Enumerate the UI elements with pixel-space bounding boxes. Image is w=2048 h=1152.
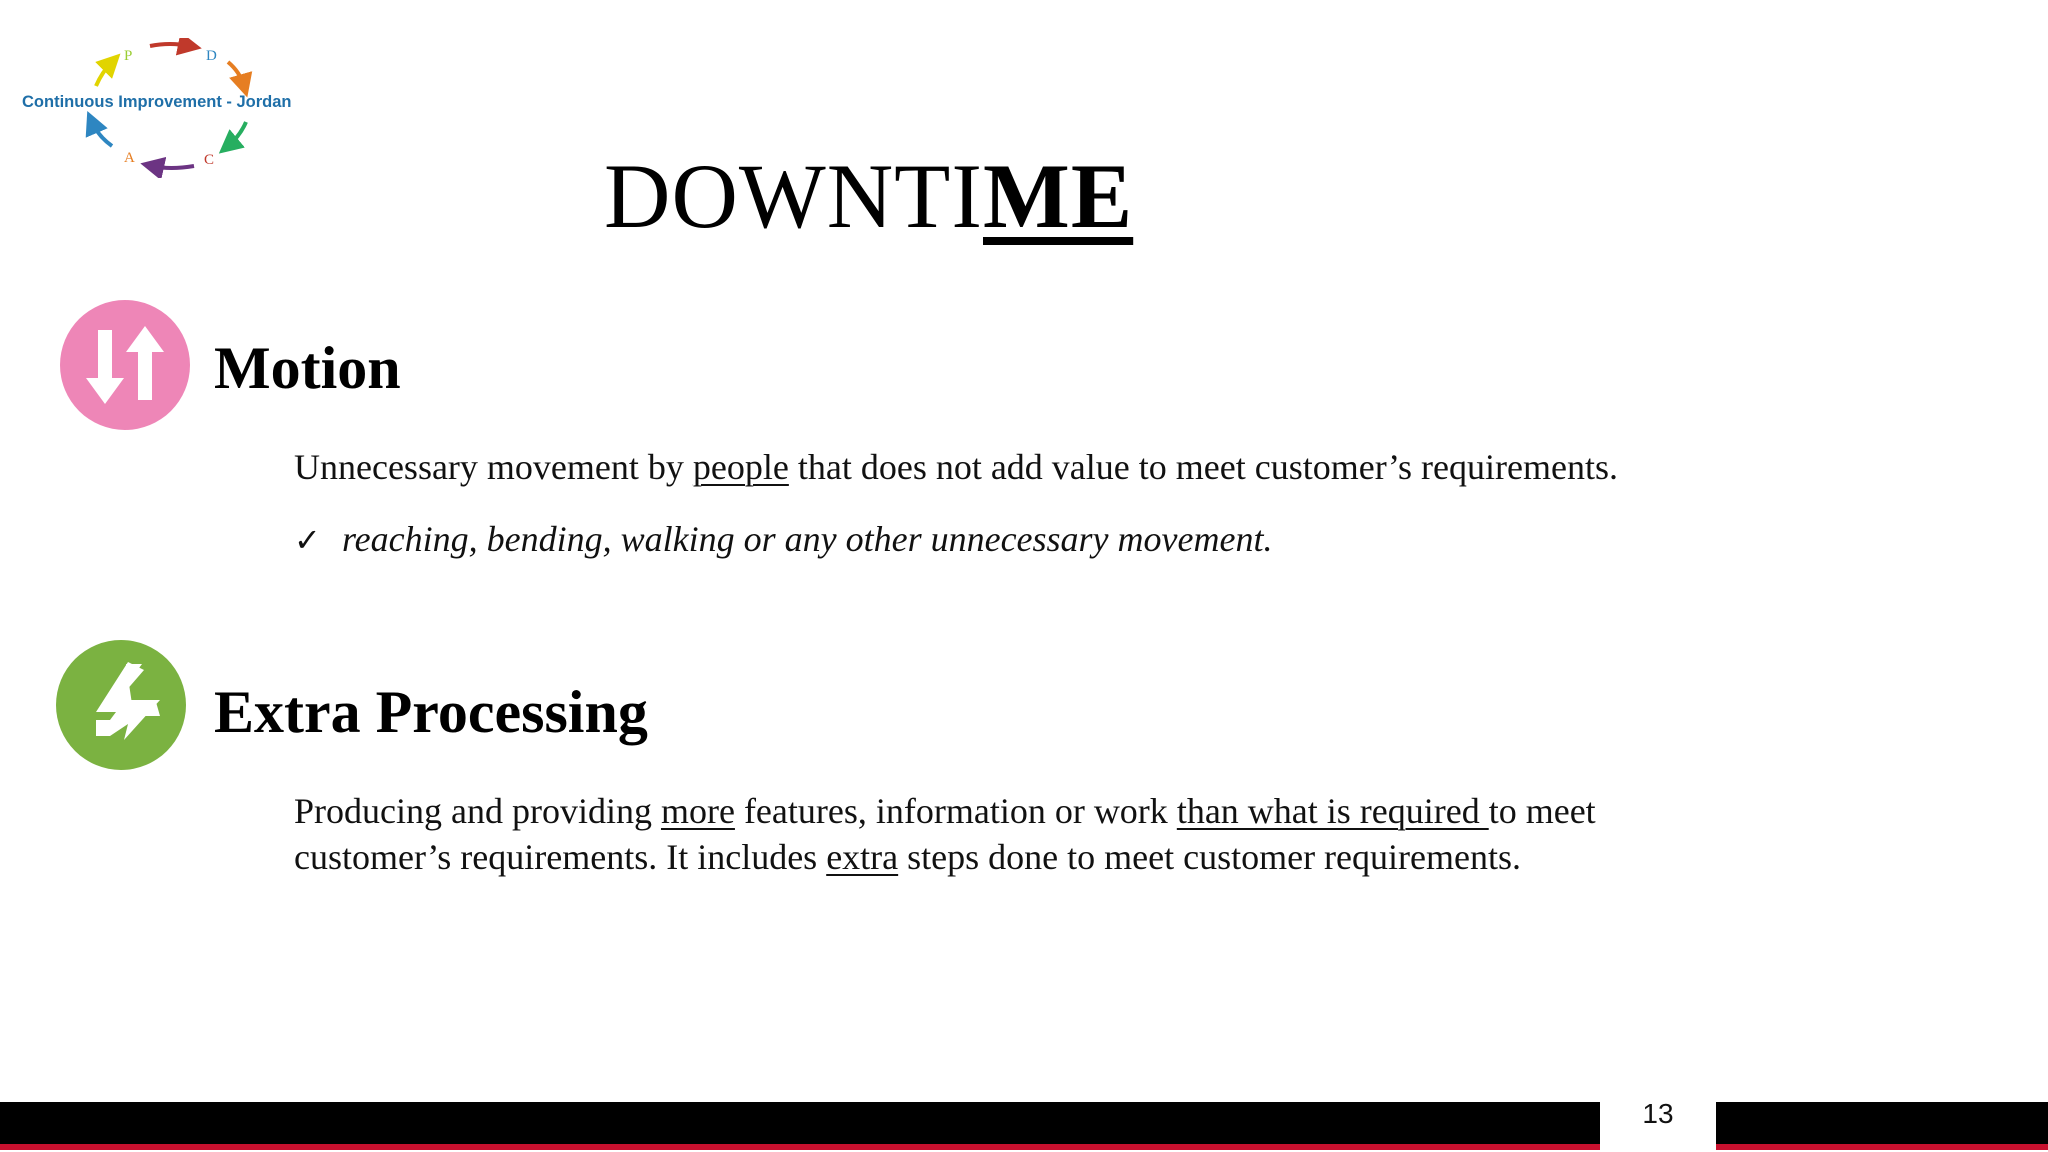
text-run: steps done to meet customer requirements. — [898, 837, 1521, 877]
text-run: features, information or work — [734, 791, 1177, 831]
up-down-arrows-icon — [60, 300, 190, 430]
extra-processing-description-line1 — [294, 788, 1596, 834]
footer-bar-left — [0, 1102, 1600, 1150]
example-text: reaching, bending, walking or any other unnecessary movement. — [342, 519, 1273, 559]
slide-title — [604, 145, 1134, 247]
page-number: 13 — [1642, 1098, 1674, 1129]
text-run: Producing and providing — [294, 791, 661, 831]
text-run: that does not add value to meet customer’s requirements. — [788, 447, 1618, 487]
company-logo — [18, 38, 348, 178]
title-prefix: DOWNTI — [604, 145, 983, 247]
section-heading-extra-processing: Extra Processing — [214, 679, 648, 745]
extra-processing-description-line2 — [294, 834, 1521, 880]
text-run: to meet — [1488, 791, 1596, 831]
underlined-text: than what is required — [1176, 791, 1489, 831]
text-run: Unnecessary movement by — [294, 447, 693, 487]
logo-text: Continuous Improvement - Jordan — [22, 93, 292, 111]
logo-letter-p: P — [124, 48, 133, 64]
title-emphasis: ME — [983, 145, 1134, 247]
motion-description — [294, 444, 1618, 490]
motion-example — [294, 516, 1272, 563]
zigzag-arrow-icon — [56, 640, 186, 770]
text-run: customer’s requirements. It includes — [294, 837, 827, 877]
underlined-text: more — [660, 791, 735, 831]
logo-letter-d: D — [206, 48, 217, 64]
checkmark-icon: ✓ — [294, 521, 321, 559]
section-heading-motion: Motion — [214, 335, 401, 401]
underlined-text: extra — [826, 837, 899, 877]
logo-letter-a: A — [124, 150, 135, 166]
logo-letter-c: C — [204, 152, 215, 168]
underlined-text: people — [692, 447, 789, 487]
footer-bar-right — [1716, 1102, 2048, 1150]
